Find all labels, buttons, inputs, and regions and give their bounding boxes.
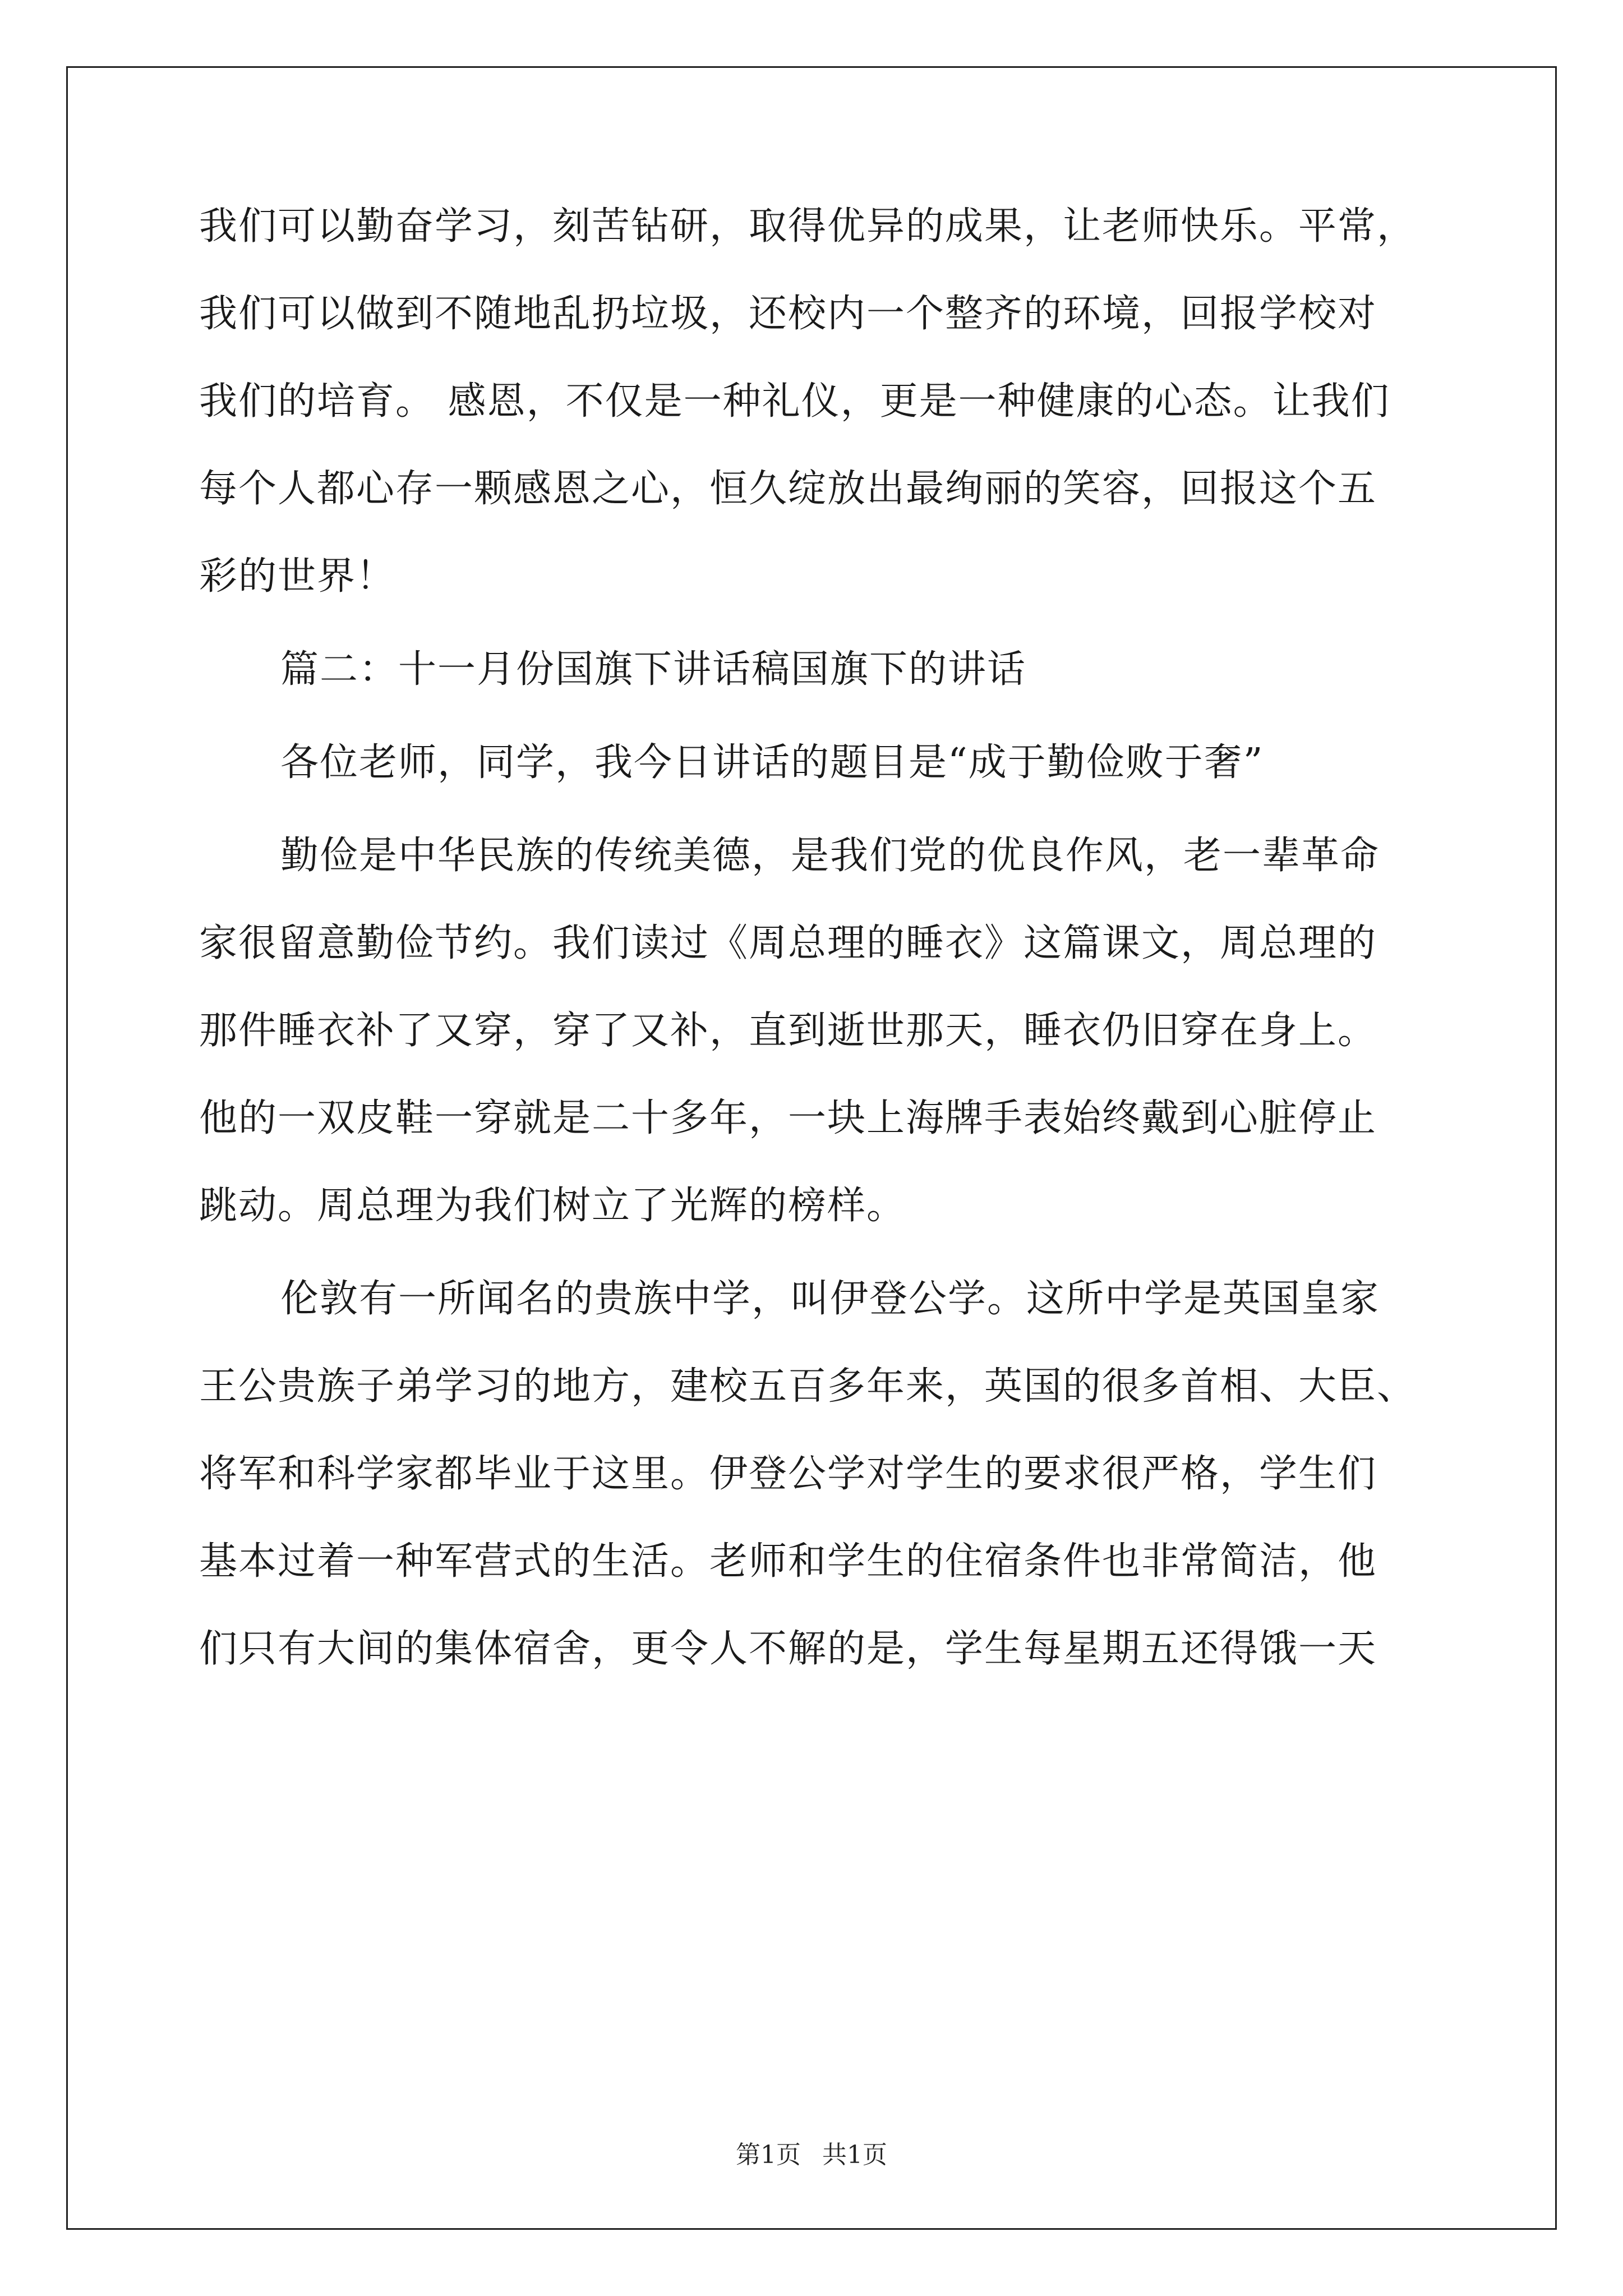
text-line-15: 将军和科学家都毕业于这里。伊登公学对学生的要求很严格，学生们 [199,1452,1377,1496]
text-line-7: 各位老师，同学，我今日讲话的题目是“成于勤俭败于奢” [280,740,1264,785]
page-number: 第1页 [736,2141,801,2169]
section-heading: 篇二：十一月份国旗下讲话稿国旗下的讲话 [280,647,1027,692]
page-footer [0,2134,1623,2170]
text-line-16: 基本过着一种军营式的生活。老师和学生的住宿条件也非常简洁，他 [199,1539,1377,1584]
text-line-5: 彩的世界！ [199,554,396,599]
text-line-10: 那件睡衣补了又穿，穿了又补，直到逝世那天，睡衣仍旧穿在身上。 [199,1009,1377,1053]
text-line-3: 我们的培育。 感恩，不仅是一种礼仪，更是一种健康的心态。让我们 [199,379,1390,424]
text-line-17: 们只有大间的集体宿舍，更令人不解的是，学生每星期五还得饿一天 [199,1627,1377,1671]
text-line-13: 伦敦有一所闻名的贵族中学，叫伊登公学。这所中学是英国皇家 [280,1277,1380,1321]
text-line-4: 每个人都心存一颗感恩之心，恒久绽放出最绚丽的笑容，回报这个五 [199,467,1377,511]
text-line-11: 他的一双皮鞋一穿就是二十多年，一块上海牌手表始终戴到心脏停止 [199,1096,1377,1140]
text-line-14: 王公贵族子弟学习的地方，建校五百多年来，英国的很多首相、大臣、 [199,1364,1417,1409]
text-line-2: 我们可以做到不随地乱扔垃圾，还校内一个整齐的环境，回报学校对 [199,292,1377,336]
text-line-1: 我们可以勤奋学习，刻苦钻研，取得优异的成果，让老师快乐。平常， [199,204,1417,249]
text-line-12: 跳动。周总理为我们树立了光辉的榜样。 [199,1184,906,1228]
text-line-8: 勤俭是中华民族的传统美德，是我们党的优良作风，老一辈革命 [280,834,1380,878]
text-line-9: 家很留意勤俭节约。我们读过《周总理的睡衣》这篇课文，周总理的 [199,921,1377,965]
page-total: 共1页 [822,2141,887,2169]
